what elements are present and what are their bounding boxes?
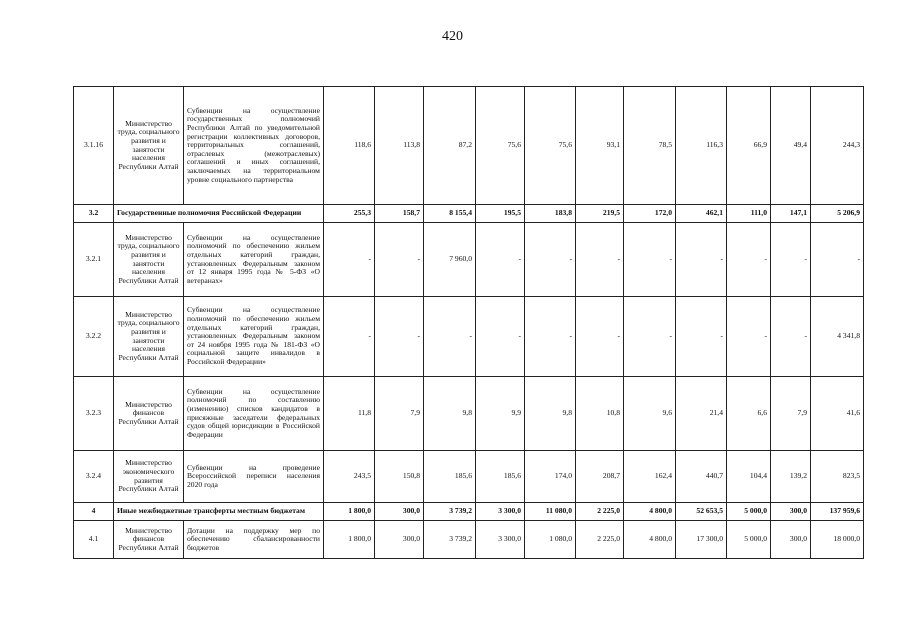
value-cell: 219,5 xyxy=(576,205,624,223)
value-cell: 1 080,0 xyxy=(525,521,576,559)
value-cell: - xyxy=(727,223,771,297)
value-cell: 75,6 xyxy=(525,87,576,205)
value-cell: 185,6 xyxy=(476,451,525,503)
table-row xyxy=(74,521,864,559)
organization-name: Министерство труда, социального развития и занятости населения Республики Алтай xyxy=(114,297,184,377)
subsidy-description: Субвенции на осуществление полномочий по обеспечению жильем отдельных категорий граждан, установленных Федеральным законом от 24 ноября 1995 года № 181-ФЗ «О социальной защите инвалидов в Российской Федерации» xyxy=(184,297,324,377)
value-cell: 3 739,2 xyxy=(424,503,476,521)
value-cell: 41,6 xyxy=(811,377,864,451)
table-row xyxy=(74,297,864,377)
section-title: Иные межбюджетные трансферты местным бюджетам xyxy=(114,503,324,521)
value-cell: - xyxy=(811,223,864,297)
value-cell: 4 800,0 xyxy=(624,503,676,521)
row-code: 3.2.3 xyxy=(74,377,114,451)
value-cell: 150,8 xyxy=(375,451,424,503)
value-cell: 5 000,0 xyxy=(727,503,771,521)
value-cell: 118,6 xyxy=(324,87,375,205)
value-cell: 147,1 xyxy=(771,205,811,223)
value-cell: 87,2 xyxy=(424,87,476,205)
row-code: 3.2.2 xyxy=(74,297,114,377)
value-cell: 2 225,0 xyxy=(576,521,624,559)
value-cell: 3 300,0 xyxy=(476,521,525,559)
value-cell: 172,0 xyxy=(624,205,676,223)
value-cell: - xyxy=(624,297,676,377)
value-cell: 5 000,0 xyxy=(727,521,771,559)
value-cell: - xyxy=(324,223,375,297)
page-number: 420 xyxy=(442,29,463,44)
row-code: 3.2.1 xyxy=(74,223,114,297)
value-cell: 174,0 xyxy=(525,451,576,503)
organization-name: Министерство экономического развития Республики Алтай xyxy=(114,451,184,503)
value-cell: 93,1 xyxy=(576,87,624,205)
row-code: 4 xyxy=(74,503,114,521)
value-cell: 300,0 xyxy=(771,521,811,559)
value-cell: 116,3 xyxy=(676,87,727,205)
value-cell: 113,8 xyxy=(375,87,424,205)
value-cell: 185,6 xyxy=(424,451,476,503)
value-cell: 137 959,6 xyxy=(811,503,864,521)
value-cell: 208,7 xyxy=(576,451,624,503)
value-cell: 78,5 xyxy=(624,87,676,205)
value-cell: 7,9 xyxy=(375,377,424,451)
value-cell: 440,7 xyxy=(676,451,727,503)
value-cell: 1 800,0 xyxy=(324,521,375,559)
table-row xyxy=(74,223,864,297)
value-cell: - xyxy=(576,223,624,297)
value-cell: 1 800,0 xyxy=(324,503,375,521)
subsidy-description: Субвенции на осуществление полномочий по обеспечению жильем отдельных категорий граждан, установленных Федеральным законом от 12 января 1995 года № 5-ФЗ «О ветеранах» xyxy=(184,223,324,297)
value-cell: - xyxy=(375,297,424,377)
value-cell: 244,3 xyxy=(811,87,864,205)
value-cell: 66,9 xyxy=(727,87,771,205)
row-code: 3.1.16 xyxy=(74,87,114,205)
value-cell: 7 960,0 xyxy=(424,223,476,297)
value-cell: - xyxy=(676,223,727,297)
value-cell: 183,8 xyxy=(525,205,576,223)
value-cell: 300,0 xyxy=(375,503,424,521)
value-cell: - xyxy=(771,223,811,297)
value-cell: 2 225,0 xyxy=(576,503,624,521)
value-cell: 9,8 xyxy=(525,377,576,451)
value-cell: - xyxy=(771,297,811,377)
organization-name: Министерство труда, социального развития и занятости населения Республики Алтай xyxy=(114,87,184,205)
value-cell: - xyxy=(424,297,476,377)
value-cell: 462,1 xyxy=(676,205,727,223)
value-cell: 7,9 xyxy=(771,377,811,451)
value-cell: - xyxy=(525,223,576,297)
value-cell: 111,0 xyxy=(727,205,771,223)
value-cell: 3 300,0 xyxy=(476,503,525,521)
value-cell: 18 000,0 xyxy=(811,521,864,559)
value-cell: 4 341,8 xyxy=(811,297,864,377)
value-cell: 6,6 xyxy=(727,377,771,451)
table-row xyxy=(74,451,864,503)
table-row xyxy=(74,377,864,451)
value-cell: 21,4 xyxy=(676,377,727,451)
value-cell: 11,8 xyxy=(324,377,375,451)
value-cell: 9,9 xyxy=(476,377,525,451)
value-cell: 104,4 xyxy=(727,451,771,503)
value-cell: - xyxy=(375,223,424,297)
value-cell: 17 300,0 xyxy=(676,521,727,559)
section-title: Государственные полномочия Российской Федерации xyxy=(114,205,324,223)
value-cell: 10,8 xyxy=(576,377,624,451)
table-row xyxy=(74,503,864,521)
value-cell: - xyxy=(476,297,525,377)
value-cell: - xyxy=(624,223,676,297)
value-cell: - xyxy=(525,297,576,377)
value-cell: 11 080,0 xyxy=(525,503,576,521)
value-cell: 49,4 xyxy=(771,87,811,205)
subsidy-description: Субвенции на осуществление полномочий по составлению (изменению) списков кандидатов в присяжные заседатели федеральных судов общей юрисдикции в Российской Федерации xyxy=(184,377,324,451)
value-cell: 5 206,9 xyxy=(811,205,864,223)
value-cell: 9,6 xyxy=(624,377,676,451)
value-cell: - xyxy=(576,297,624,377)
organization-name: Министерство финансов Республики Алтай xyxy=(114,377,184,451)
value-cell: 243,5 xyxy=(324,451,375,503)
value-cell: 195,5 xyxy=(476,205,525,223)
row-code: 4.1 xyxy=(74,521,114,559)
value-cell: - xyxy=(476,223,525,297)
value-cell: 823,5 xyxy=(811,451,864,503)
value-cell: 158,7 xyxy=(375,205,424,223)
value-cell: - xyxy=(676,297,727,377)
organization-name: Министерство труда, социального развития и занятости населения Республики Алтай xyxy=(114,223,184,297)
row-code: 3.2 xyxy=(74,205,114,223)
value-cell: 300,0 xyxy=(771,503,811,521)
value-cell: 75,6 xyxy=(476,87,525,205)
value-cell: 162,4 xyxy=(624,451,676,503)
value-cell: 52 653,5 xyxy=(676,503,727,521)
table-body xyxy=(74,87,864,559)
organization-name: Министерство финансов Республики Алтай xyxy=(114,521,184,559)
value-cell: 9,8 xyxy=(424,377,476,451)
subsidy-description: Дотации на поддержку мер по обеспечению сбалансированности бюджетов xyxy=(184,521,324,559)
value-cell: 139,2 xyxy=(771,451,811,503)
subsidy-description: Субвенции на осуществление государственных полномочий Республики Алтай по уведомительной регистрации коллективных договоров, территориальных соглашений, отраслевых (межотраслевых) соглашений и иных соглашений, заключаемых на территориальном уровне социального партнерства xyxy=(184,87,324,205)
table-row xyxy=(74,205,864,223)
value-cell: 4 800,0 xyxy=(624,521,676,559)
value-cell: 8 155,4 xyxy=(424,205,476,223)
value-cell: - xyxy=(324,297,375,377)
budget-table xyxy=(73,86,864,559)
value-cell: - xyxy=(727,297,771,377)
row-code: 3.2.4 xyxy=(74,451,114,503)
value-cell: 255,3 xyxy=(324,205,375,223)
value-cell: 300,0 xyxy=(375,521,424,559)
subsidy-description: Субвенции на проведение Всероссийской переписи населения 2020 года xyxy=(184,451,324,503)
value-cell: 3 739,2 xyxy=(424,521,476,559)
table-row xyxy=(74,87,864,205)
